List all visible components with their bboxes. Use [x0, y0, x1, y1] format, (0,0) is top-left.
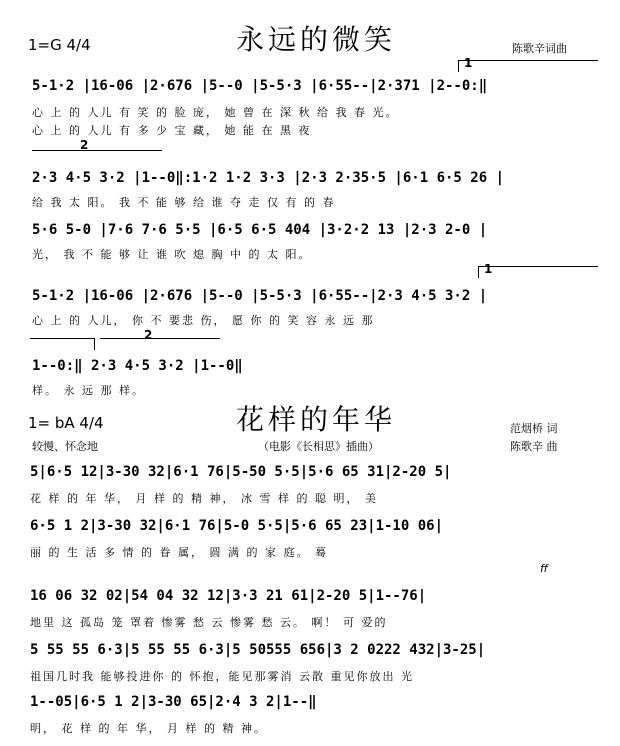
song1-title: 永远的微笑	[236, 23, 397, 56]
song1-lyrics-final: 样。 永 远 那 样。	[32, 384, 145, 397]
volta-1-label: 1	[464, 56, 473, 70]
song1-lyrics-row1-verse1: 心 上 的 人儿 有 笑 的 脸 庞， 她 曾 在 深 秋 给 我 春 光。	[32, 106, 399, 119]
song1-lyrics-row1-verse2: 心 上 的 人儿 有 多 少 宝 藏， 她 能 在 黑 夜	[32, 124, 312, 137]
song2-lyrics-row3: 地里 这 孤岛 笼 罩着 惨雾 愁 云 惨雾 愁 云。 啊！ 可 爱的	[30, 616, 388, 629]
song2-notes-row5: 1--05|6·5 1 2|3-30 65|2·4 3 2|1--‖	[30, 694, 317, 710]
song1-notes-row4: 5-1·2 |16-06 |2·676 |5--0 |5-5·3 |6·55--|2·3 4·5 3·2 |	[32, 288, 488, 304]
volta-2-label: 2	[80, 138, 89, 152]
song1-lyrics-row4: 心 上 的 人儿， 你 不 要悲 伤， 愿 你 的 笑 容 永 远 那	[32, 314, 375, 327]
song2-composer: 陈歌辛 曲	[510, 440, 558, 453]
song2-lyrics-row1: 花 样 的 年 华， 月 样 的 精 神， 冰 雪 样 的 聪 明， 美	[30, 492, 378, 505]
song2-dynamic-mark: ff	[540, 562, 548, 575]
song2-source: （电影《长相思》插曲）	[258, 440, 379, 453]
song2-notes-row1: 5|6·5 12|3-30 32|6·1 76|5-50 5·5|5·6 65 31|2-20 5|	[30, 464, 452, 480]
song1-notes-row1: 5-1·2 |16-06 |2·676 |5--0 |5-5·3 |6·55--|2·371 |2--0:‖	[32, 78, 488, 94]
song2-notes-row3: 16 06 32 02|54 04 32 12|3·3 21 61|2-20 5|1--76|	[30, 588, 427, 604]
song2-lyrics-row5: 明， 花 样 的 年 华， 月 样 的 精 神。	[30, 722, 267, 735]
song1-credit: 陈歌辛词曲	[512, 42, 567, 55]
song2-notes-row2: 6·5 1 2|3-30 32|6·1 76|5-0 5·5|5·6 65 23|1-10 06|	[30, 518, 444, 534]
song1-notes-final: 1--0:‖ 2·3 4·5 3·2 |1--0‖	[32, 358, 243, 374]
song1-notes-row3: 5·6 5-0 |7·6 7·6 5·5 |6·5 6·5 404 |3·2·2 13 |2·3 2-0 |	[32, 222, 488, 238]
song2-lyrics-row4: 祖国几时我 能够投进你 的 怀抱，能见那雾消 云散 重见你放出 光	[30, 670, 414, 683]
song2-lyrics-row2: 丽 的 生 活 多 情 的 眷 属， 圆 满 的 家 庭。 蓦	[30, 546, 328, 559]
song2-lyricist: 范烟桥 词	[510, 422, 558, 435]
song2-tempo: 较慢、怀念地	[32, 440, 98, 453]
volta-2-label-second: 2	[144, 328, 153, 342]
song2-title: 花样的年华	[236, 403, 397, 436]
song2-notes-row4: 5 55 55 6·3|5 55 55 6·3|5 50555 656|3 2 0222 432|3-25|	[30, 642, 486, 658]
song1-lyrics-row3: 光， 我 不 能 够 让 谁 吹 熄 胸 中 的 太 阳。	[32, 248, 312, 261]
song1-notes-row2: 2·3 4·5 3·2 |1--0‖:1·2 1·2 3·3 |2·3 2·35·5 |6·1 6·5 26 |	[32, 170, 505, 186]
volta-1-label-second: 1	[484, 262, 493, 276]
song1-lyrics-row2: 给 我 太 阳。 我 不 能 够 给 谁 夺 走 仅 有 的 春	[32, 196, 336, 209]
song2-key-signature: 1= bA 4/4	[28, 414, 104, 432]
song1-key-signature: 1=G 4/4	[28, 36, 91, 54]
